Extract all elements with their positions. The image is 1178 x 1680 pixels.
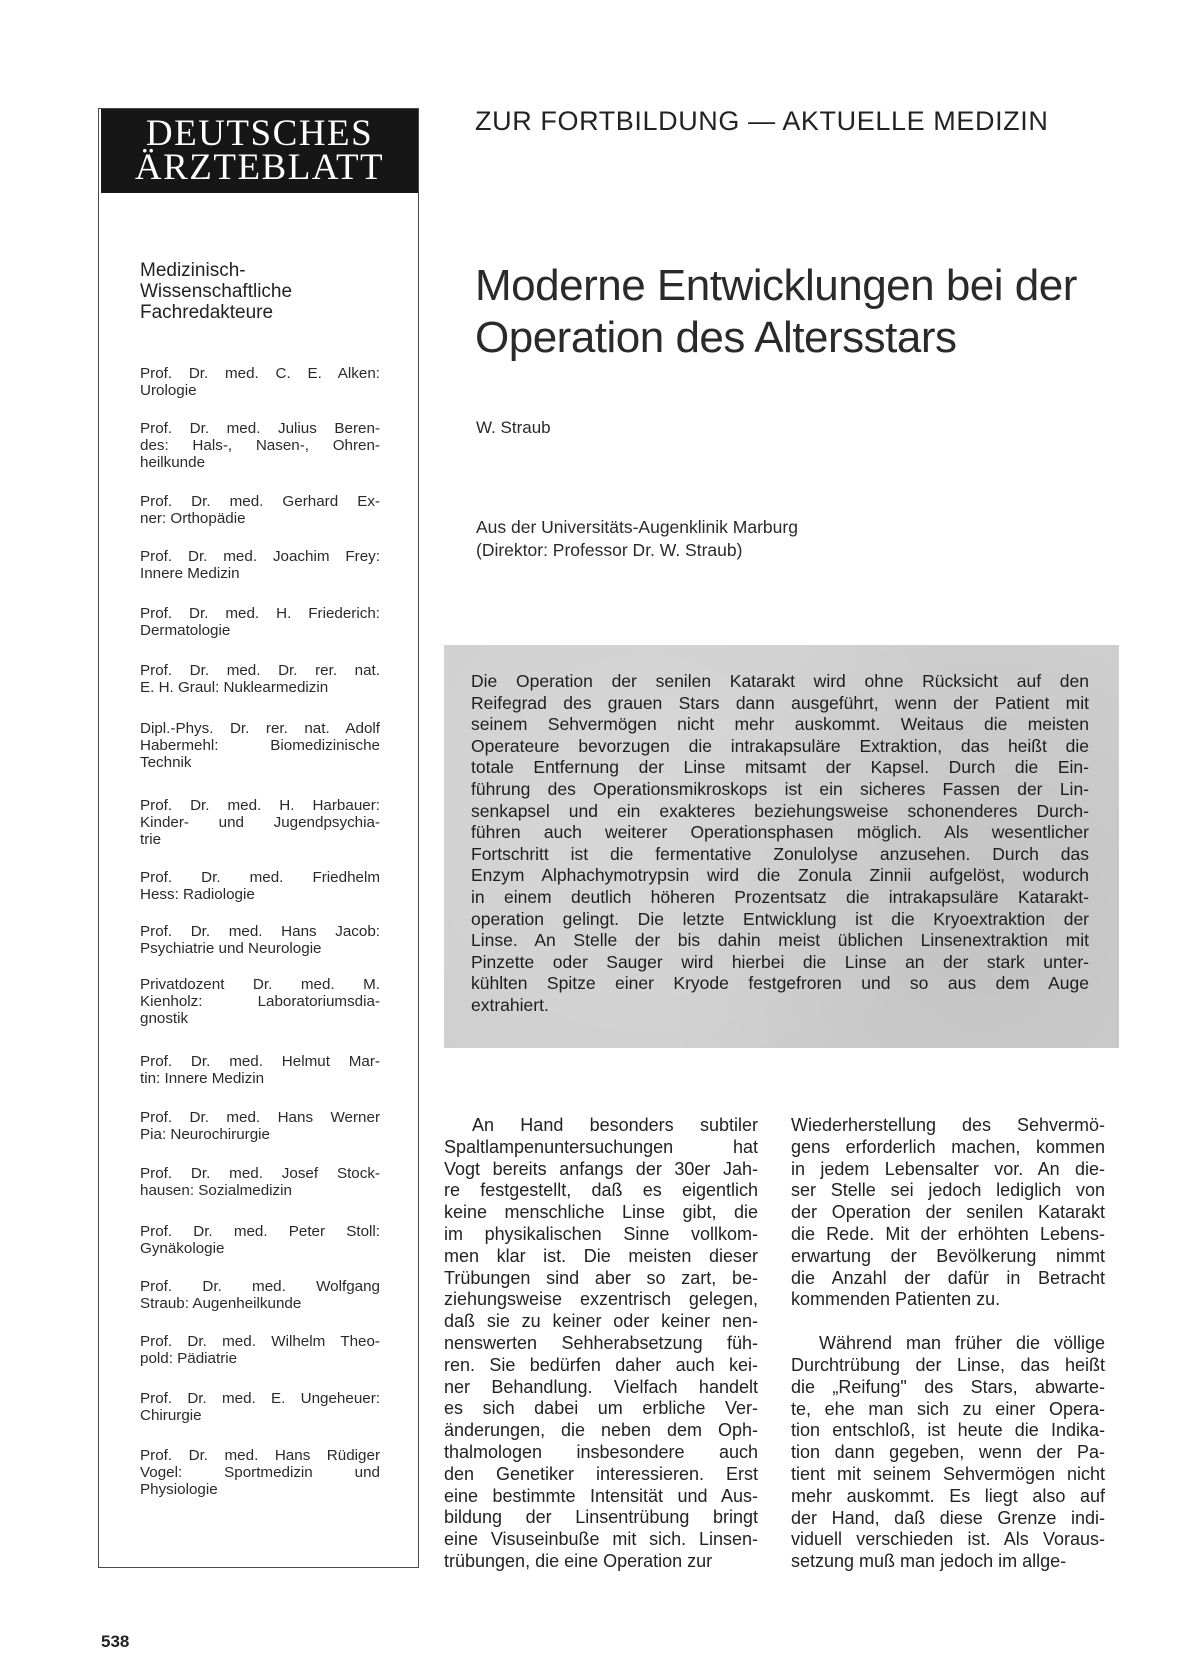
body-line: trübungen, die eine Operation zur bbox=[444, 1550, 713, 1571]
body-line: im physikalischen Sinne vollkom- bbox=[444, 1223, 758, 1244]
editor-entry-line: Physiologie bbox=[140, 1481, 218, 1498]
body-line: die Rede. Mit der erhöhten Lebens- bbox=[791, 1223, 1105, 1244]
body-line: den Genetiker interessieren. Erst bbox=[444, 1463, 758, 1484]
editor-entry-line: Vogel: Sportmedizin und bbox=[140, 1464, 380, 1481]
body-line: es sich dabei um erbliche Ver- bbox=[444, 1398, 758, 1419]
editor-entry-line: Prof. Dr. med. E. Ungeheuer: bbox=[140, 1390, 380, 1407]
editor-entry-line: Prof. Dr. med. Wilhelm Theo- bbox=[140, 1333, 380, 1350]
body-line: tient mit seinem Sehvermögen nicht bbox=[791, 1463, 1105, 1484]
editor-entry bbox=[140, 1390, 380, 1424]
abstract-line: in einem deutlich höheren Prozentsatz die intrakapsuläre Katarakt- bbox=[471, 886, 1089, 907]
body-line: der Hand, daß diese Grenze indi- bbox=[791, 1507, 1105, 1528]
editor-entry-line: Straub: Augenheilkunde bbox=[140, 1295, 302, 1312]
editor-entry-line: Chirurgie bbox=[140, 1407, 202, 1424]
body-line: tion entschloß, ist heute die Indika- bbox=[791, 1420, 1105, 1441]
editor-entry-line: pold: Pädiatrie bbox=[140, 1350, 238, 1367]
editor-entry bbox=[140, 662, 380, 696]
editor-entry bbox=[140, 1447, 380, 1498]
body-line: mehr auskommt. Es liegt also auf bbox=[791, 1485, 1105, 1506]
editor-entry-line: Hess: Radiologie bbox=[140, 886, 255, 903]
editor-entry-line: Habermehl: Biomedizinische bbox=[140, 737, 380, 754]
body-line: die „Reifung" des Stars, abwarte- bbox=[791, 1376, 1105, 1397]
editor-entry-line: Dermatologie bbox=[140, 622, 231, 639]
editor-entry-line: Prof. Dr. med. Julius Beren- bbox=[140, 420, 380, 437]
editor-entry-line: Prof. Dr. med. Peter Stoll: bbox=[140, 1223, 380, 1240]
body-line: ner Behandlung. Vielfach handelt bbox=[444, 1376, 758, 1397]
editor-entry-line: tin: Innere Medizin bbox=[140, 1070, 265, 1087]
abstract-line: senkapsel und ein exakteres beziehungsweise schonenderes Durch- bbox=[471, 800, 1089, 821]
body-line: Vogt bereits anfangs der 30er Jah- bbox=[444, 1158, 758, 1179]
editor-entry-line: Prof. Dr. med. Dr. rer. nat. bbox=[140, 662, 380, 679]
editor-entry-line: trie bbox=[140, 831, 162, 848]
editor-entry-line: Pia: Neurochirurgie bbox=[140, 1126, 270, 1143]
editor-entry bbox=[140, 797, 380, 848]
editor-entry-line: Gynäkologie bbox=[140, 1240, 225, 1257]
editor-entry-line: Privatdozent Dr. med. M. bbox=[140, 976, 380, 993]
editor-entry bbox=[140, 923, 380, 957]
body-line: re festgestellt, daß es eigentlich bbox=[444, 1180, 758, 1201]
affiliation-line: Aus der Universitäts-Augenklinik Marburg bbox=[476, 517, 798, 537]
editor-entry-line: Prof. Dr. med. Hans Rüdiger bbox=[140, 1447, 380, 1464]
editor-entry-line: hausen: Sozialmedizin bbox=[140, 1182, 292, 1199]
editor-entry-line: Urologie bbox=[140, 382, 197, 399]
abstract-line: Die Operation der senilen Katarakt wird ohne Rücksicht auf den bbox=[471, 671, 1089, 691]
body-column-right bbox=[791, 1115, 1105, 1573]
article-title-line: Moderne Entwicklungen bei der bbox=[475, 261, 1077, 310]
abstract-line: Pinzette oder Sauger wird hierbei die Linse an der stark unter- bbox=[471, 951, 1089, 972]
editors-heading bbox=[140, 260, 292, 323]
masthead-line-2: ÄRZTEBLATT bbox=[134, 147, 385, 188]
body-line: keine menschliche Linse gibt, die bbox=[444, 1202, 758, 1223]
editor-entry bbox=[140, 365, 380, 399]
body-line: ren. Sie bedürfen daher auch kei- bbox=[444, 1354, 758, 1375]
body-line: ziehungsweise exzentrisch gelegen, bbox=[444, 1289, 758, 1310]
page-number: 538 bbox=[101, 1632, 130, 1651]
abstract-line: führung des Operationsmikroskops ist ein sicheres Fassen der Lin- bbox=[471, 778, 1089, 799]
body-line: bildung der Linsentrübung bringt bbox=[444, 1507, 758, 1528]
editor-entry-line: Prof. Dr. med. H. Harbauer: bbox=[140, 797, 380, 814]
body-line: gens erforderlich machen, kommen bbox=[791, 1136, 1105, 1157]
editor-entry bbox=[140, 1278, 380, 1312]
abstract-line: Fortschritt ist die fermentative Zonulolyse anzusehen. Durch das bbox=[471, 843, 1089, 864]
body-line: in jedem Lebensalter vor. An die- bbox=[791, 1158, 1105, 1179]
abstract-line: führen auch weiterer Operationsphasen möglich. Als wesentlicher bbox=[471, 822, 1089, 843]
editor-entry-line: Prof. Dr. med. Helmut Mar- bbox=[140, 1053, 380, 1070]
body-line: nenswerten Sehherabsetzung füh- bbox=[444, 1332, 758, 1353]
body-line: tion dann gegeben, wenn der Pa- bbox=[791, 1442, 1105, 1463]
editor-entry bbox=[140, 493, 380, 527]
editor-entry bbox=[140, 720, 380, 771]
editor-entry-line: Prof. Dr. med. Hans Jacob: bbox=[140, 923, 380, 940]
editor-entry-line: Kienholz: Laboratoriumsdia- bbox=[140, 993, 380, 1010]
editor-entry bbox=[140, 548, 380, 582]
body-line: An Hand besonders subtiler bbox=[472, 1115, 758, 1135]
affiliation-line: (Direktor: Professor Dr. W. Straub) bbox=[476, 540, 743, 560]
body-line: Durchtrübung der Linse, das heißt bbox=[791, 1354, 1105, 1375]
abstract-line: kühlten Spitze einer Kryode festgefroren und so aus dem Auge bbox=[471, 973, 1089, 994]
article-title-line: Operation des Altersstars bbox=[475, 313, 957, 362]
editor-entry-line: Prof. Dr. med. Josef Stock- bbox=[140, 1165, 380, 1182]
paragraph-gap bbox=[791, 1311, 1105, 1333]
editor-entry bbox=[140, 1333, 380, 1367]
abstract-line: Operateure bevorzugen die intrakapsuläre Extraktion, das heißt die bbox=[471, 735, 1089, 756]
abstract-line: Reifegrad des grauen Stars dann ausgeführt, wenn der Patient mit bbox=[471, 692, 1089, 713]
editor-entry bbox=[140, 605, 380, 639]
body-line: der Operation der senilen Katarakt bbox=[791, 1202, 1105, 1223]
body-line: eine bestimmte Intensität und Aus- bbox=[444, 1485, 758, 1506]
editor-entry-line: Prof. Dr. med. Gerhard Ex- bbox=[140, 493, 380, 510]
body-line: setzung muß man jedoch im allge- bbox=[791, 1551, 1067, 1572]
abstract-line: Enzym Alphachymotrypsin wird die Zonula Zinnii aufgelöst, wodurch bbox=[471, 865, 1089, 886]
abstract-line: seinem Sehvermögen nicht mehr auskommt. Weitaus die meisten bbox=[471, 714, 1089, 735]
body-line: Trübungen sind aber so zart, be- bbox=[444, 1267, 758, 1288]
editor-entry-line: Prof. Dr. med. Hans Werner bbox=[140, 1109, 380, 1126]
editor-entry-line: Prof. Dr. med. Joachim Frey: bbox=[140, 548, 380, 565]
body-line: thalmologen insbesondere auch bbox=[444, 1441, 758, 1462]
body-line: änderungen, die neben dem Oph- bbox=[444, 1420, 758, 1441]
editor-entry bbox=[140, 1109, 380, 1143]
editor-entry-line: Prof. Dr. med. Friedhelm bbox=[140, 869, 380, 886]
body-line: Wiederherstellung des Sehvermö- bbox=[791, 1115, 1105, 1135]
body-line: daß sie zu keiner oder keiner nen- bbox=[444, 1311, 758, 1332]
body-column-left bbox=[444, 1115, 758, 1573]
body-line: men klar ist. Die meisten dieser bbox=[444, 1245, 758, 1266]
editor-entry-line: Dipl.-Phys. Dr. rer. nat. Adolf bbox=[140, 720, 380, 737]
editor-entry-line: Prof. Dr. med. C. E. Alken: bbox=[140, 365, 380, 382]
abstract-line: operation gelingt. Die letzte Entwicklung ist die Kryoextraktion der bbox=[471, 908, 1089, 929]
body-line: viduell verschieden ist. Als Voraus- bbox=[791, 1529, 1105, 1550]
article-title bbox=[475, 260, 1077, 364]
editor-entry bbox=[140, 420, 380, 471]
editor-entry-line: Kinder- und Jugendpsychia- bbox=[140, 814, 380, 831]
article-author: W. Straub bbox=[476, 418, 551, 437]
editor-entry bbox=[140, 1053, 380, 1087]
body-line: eine Visuseinbuße mit sich. Linsen- bbox=[444, 1529, 758, 1550]
editor-entry-line: Prof. Dr. med. H. Friederich: bbox=[140, 605, 380, 622]
abstract-line: extrahiert. bbox=[471, 994, 549, 1015]
editor-entry-line: gnostik bbox=[140, 1010, 189, 1027]
editor-entry bbox=[140, 1223, 380, 1257]
editor-entry-line: des: Hals-, Nasen-, Ohren- bbox=[140, 437, 380, 454]
body-line: ser Stelle sei jedoch lediglich von bbox=[791, 1180, 1105, 1201]
masthead-line-1: DEUTSCHES bbox=[145, 113, 374, 154]
editor-entry-line: E. H. Graul: Nuklearmedizin bbox=[140, 679, 329, 696]
abstract-line: Linse. An Stelle der bis dahin meist üblichen Linsenextraktion mit bbox=[471, 930, 1089, 951]
body-line: kommenden Patienten zu. bbox=[791, 1289, 1001, 1310]
abstract-box bbox=[444, 645, 1119, 1048]
body-line: Spaltlampenuntersuchungen hat bbox=[444, 1136, 758, 1157]
abstract-line: totale Entfernung der Linse mitsamt der Kapsel. Durch die Ein- bbox=[471, 757, 1089, 778]
editor-entry-line: ner: Orthopädie bbox=[140, 510, 246, 527]
article-affiliation bbox=[476, 516, 798, 562]
editor-entry-line: Psychiatrie und Neurologie bbox=[140, 940, 322, 957]
body-line: erwartung der Bevölkerung nimmt bbox=[791, 1245, 1105, 1266]
body-line: die Anzahl der dafür in Betracht bbox=[791, 1267, 1105, 1288]
section-header: ZUR FORTBILDUNG — AKTUELLE MEDIZIN bbox=[475, 106, 1049, 136]
body-line: te, ehe man sich zu einer Opera- bbox=[791, 1398, 1105, 1419]
editors-heading-line: Wissenschaftliche bbox=[140, 281, 293, 302]
editor-entry-line: heilkunde bbox=[140, 454, 206, 471]
editors-heading-line: Fachredakteure bbox=[140, 302, 274, 323]
editor-entry bbox=[140, 1165, 380, 1199]
editor-entry bbox=[140, 976, 380, 1027]
editor-entry bbox=[140, 869, 380, 903]
body-line: Während man früher die völlige bbox=[819, 1333, 1105, 1354]
editor-entry-line: Technik bbox=[140, 754, 192, 771]
editor-entry-line: Prof. Dr. med. Wolfgang bbox=[140, 1278, 380, 1295]
editor-entry-line: Innere Medizin bbox=[140, 565, 240, 582]
editors-heading-line: Medizinisch- bbox=[140, 260, 246, 281]
